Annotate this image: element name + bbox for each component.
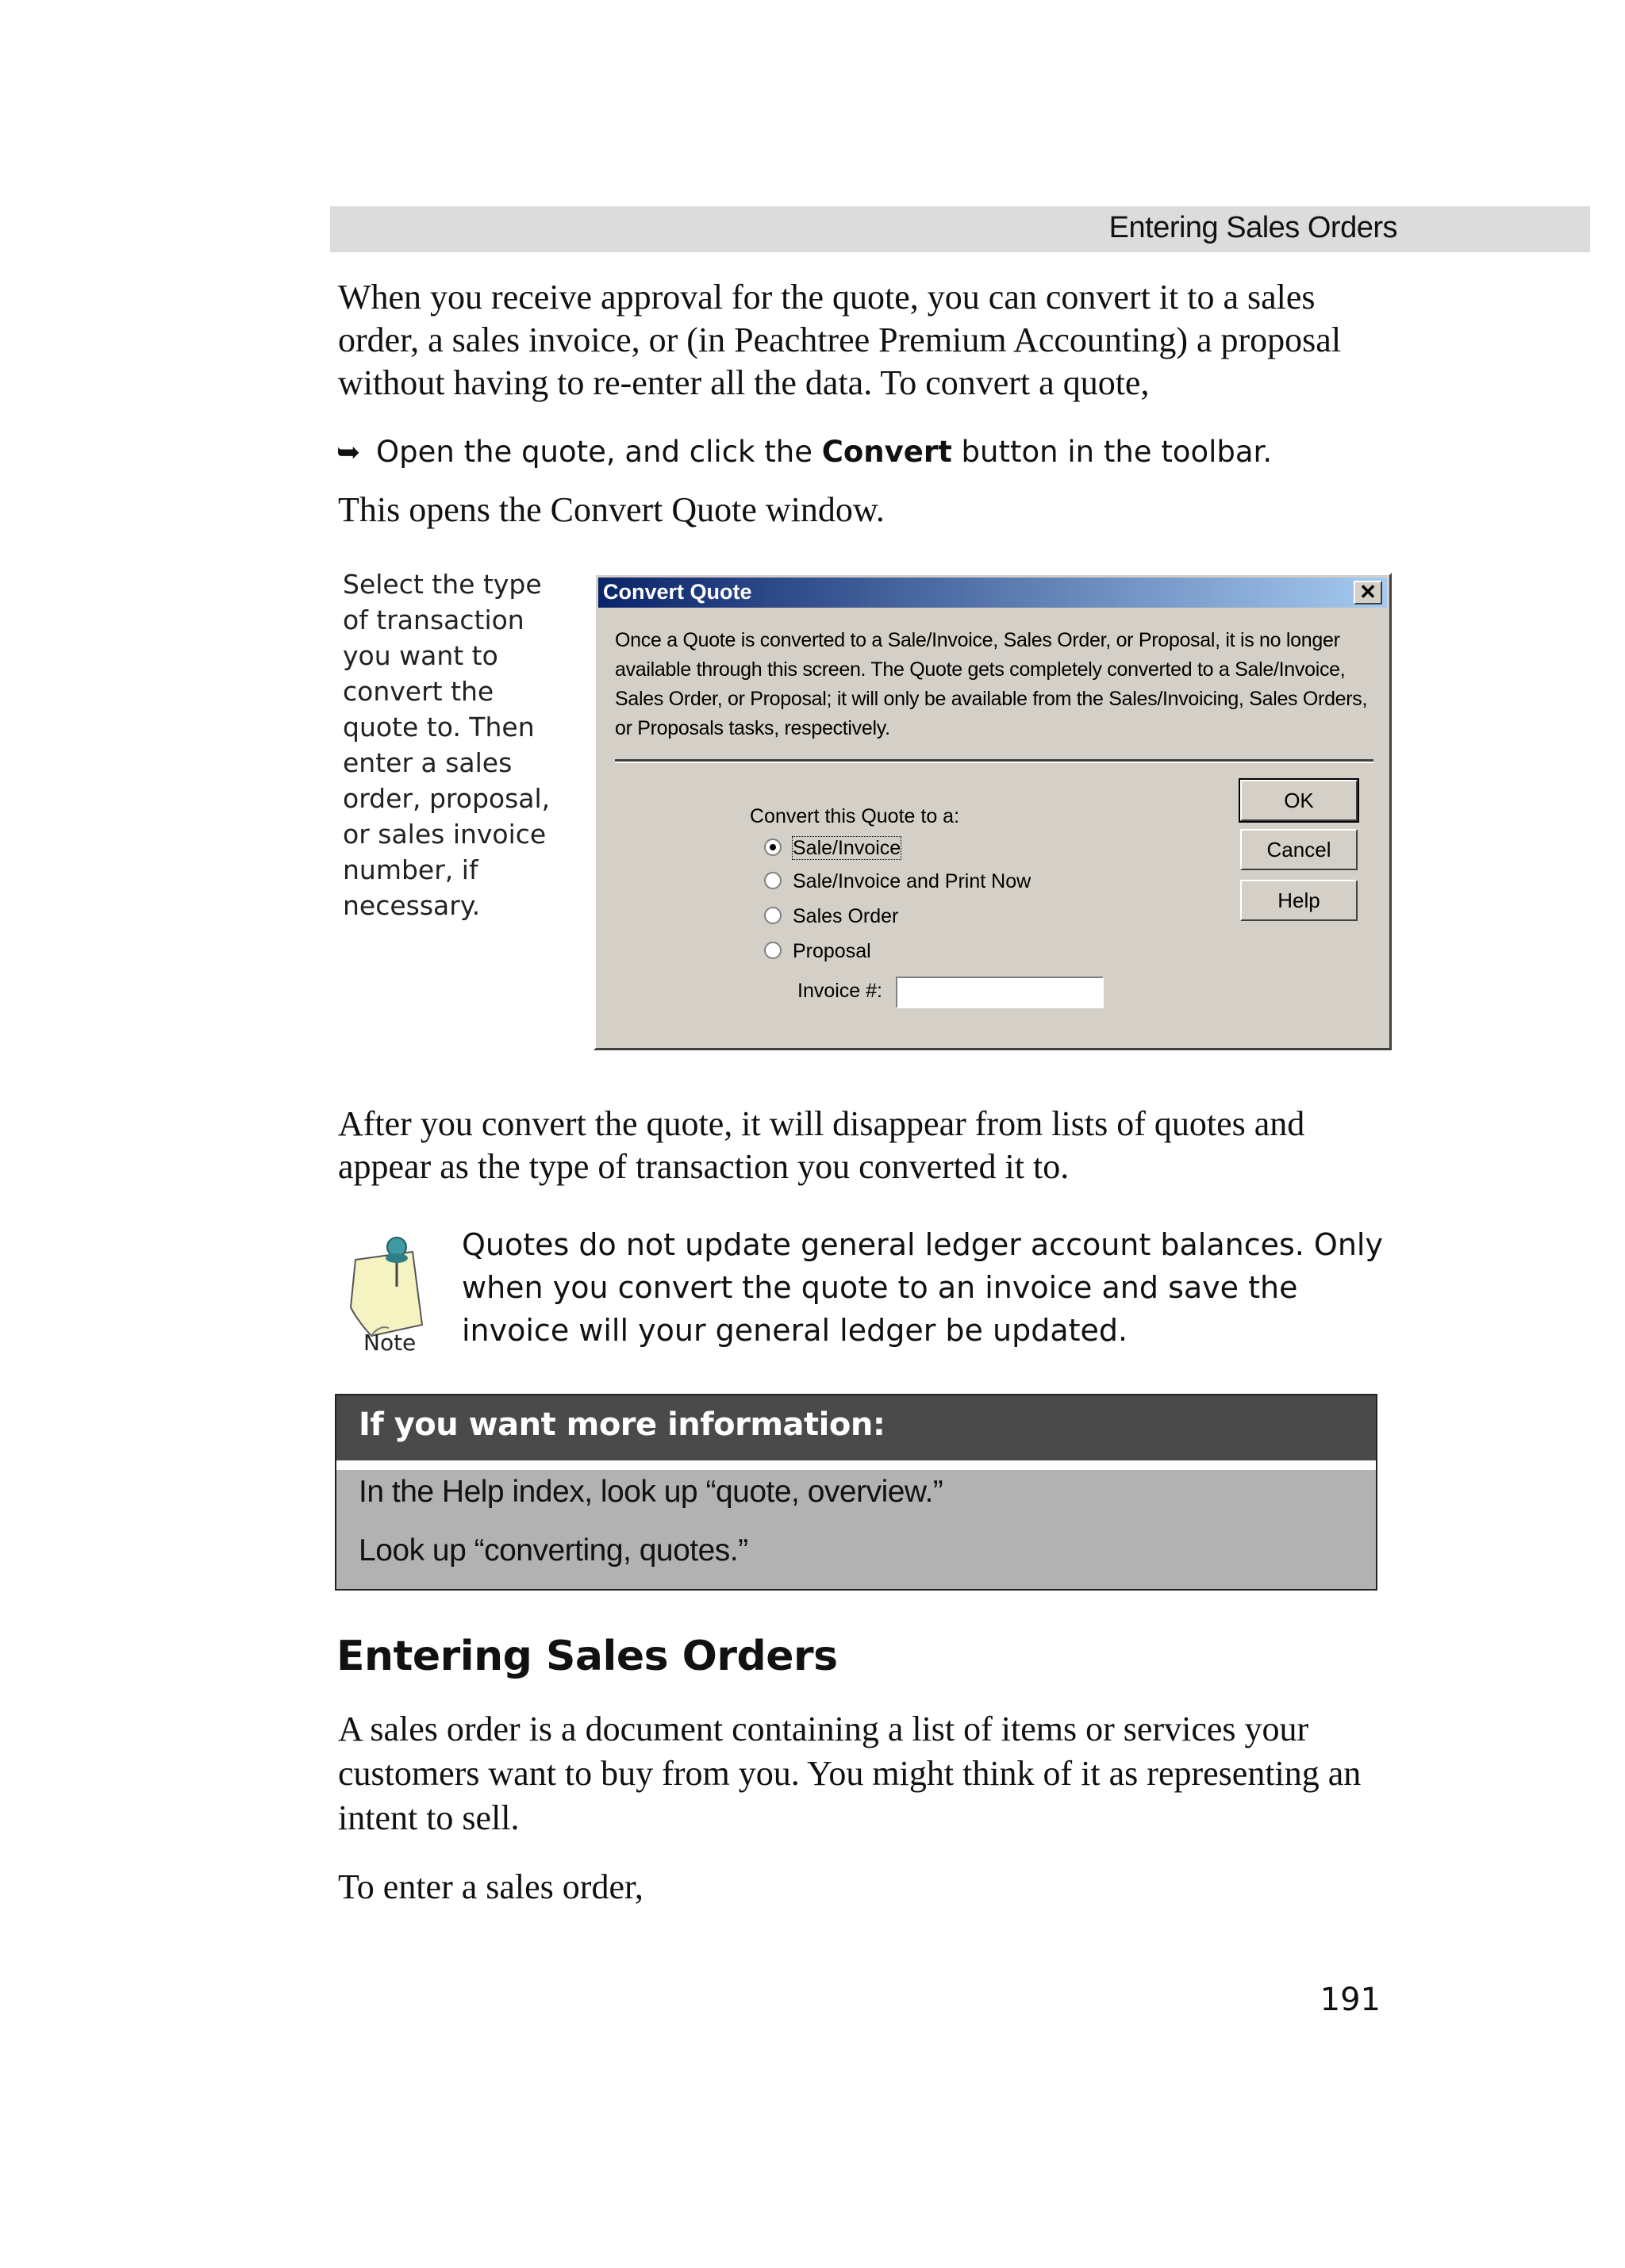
running-header-bar: [330, 206, 1590, 252]
convert-group-label: Convert this Quote to a:: [750, 805, 960, 827]
invoice-number-label: Invoice #:: [797, 980, 883, 1002]
invoice-number-input[interactable]: [896, 977, 1104, 1008]
instruction-step: [336, 431, 1447, 474]
help-button[interactable]: Help: [1240, 880, 1358, 921]
radio-option-sale-invoice-print[interactable]: [764, 867, 1031, 896]
arrow-bullet-icon: ➥: [336, 436, 361, 469]
close-icon[interactable]: ✕: [1354, 581, 1382, 604]
sales-order-definition: A sales order is a document containing a list of items or services your customers want to buy from you. You might think of it as representing an intent to sell.: [338, 1710, 1362, 1837]
enter-sales-order-lead: To enter a sales order,: [338, 1867, 643, 1906]
radio-button-icon[interactable]: [764, 907, 782, 924]
dialog-titlebar: [598, 578, 1387, 608]
note-text: Quotes do not update general ledger account balances. Only when you convert the quote to an invoice and save the invoice will your general ledger be updated.: [462, 1227, 1383, 1348]
cancel-button[interactable]: Cancel: [1240, 829, 1358, 870]
step-text-pre: Open the quote, and click the: [376, 435, 822, 469]
radio-label: Sales Order: [793, 905, 899, 927]
radio-option-sale-invoice[interactable]: [764, 834, 901, 862]
radio-button-icon[interactable]: [764, 942, 782, 959]
dialog-message: Once a Quote is converted to a Sale/Invoice, Sales Order, or Proposal, it is no longer available through this screen. The Quote gets completely converted to a Sale/Invoice, Sales Order, or Proposal; it will only be available from the Sales/Invoicing, Sales Orders, or Proposals tasks, respectively.: [615, 629, 1368, 739]
radio-label: Proposal: [793, 940, 871, 962]
info-box-line-2: Look up “converting, quotes.”: [359, 1533, 748, 1568]
dialog-title: Convert Quote: [603, 580, 752, 604]
info-box-header: [336, 1395, 1376, 1470]
page-number: 191: [1320, 1982, 1381, 2018]
radio-option-sales-order[interactable]: [764, 902, 898, 931]
info-box-heading: If you want more information:: [359, 1406, 885, 1443]
running-header-title: Entering Sales Orders: [1108, 211, 1397, 244]
note-icon: [340, 1231, 435, 1358]
section-heading: Entering Sales Orders: [336, 1633, 838, 1680]
margin-caption: Select the type of transaction you want to convert the quote to. Then enter a sales order, proposal, or sales invoice number, if necessary.: [343, 569, 551, 921]
step-text-bold: Convert: [821, 435, 952, 469]
info-box-line-1: In the Help index, look up “quote, overview.”: [359, 1475, 943, 1509]
dialog-separator: [615, 759, 1373, 763]
radio-label: Sale/Invoice and Print Now: [793, 870, 1031, 892]
note-icon-label: Note: [363, 1330, 417, 1356]
convert-quote-dialog: [594, 573, 1392, 1050]
radio-button-icon[interactable]: [764, 872, 782, 889]
radio-option-proposal[interactable]: [764, 937, 871, 965]
radio-button-icon[interactable]: [764, 839, 782, 856]
radio-label: Sale/Invoice: [793, 837, 901, 859]
intro-paragraph: When you receive approval for the quote, you can convert it to a sales order, a sales invoice, or (in Peachtree Premium Accounting) a proposal without having to re-enter all the data. To convert a quote,: [338, 278, 1342, 402]
ok-button[interactable]: OK: [1240, 780, 1358, 821]
after-convert-paragraph: After you convert the quote, it will disappear from lists of quotes and appear as the type of transaction you converted it to.: [338, 1104, 1305, 1186]
more-information-box: [335, 1394, 1377, 1591]
window-intro-paragraph: This opens the Convert Quote window.: [338, 490, 885, 529]
step-text-post: button in the toolbar.: [951, 435, 1273, 469]
